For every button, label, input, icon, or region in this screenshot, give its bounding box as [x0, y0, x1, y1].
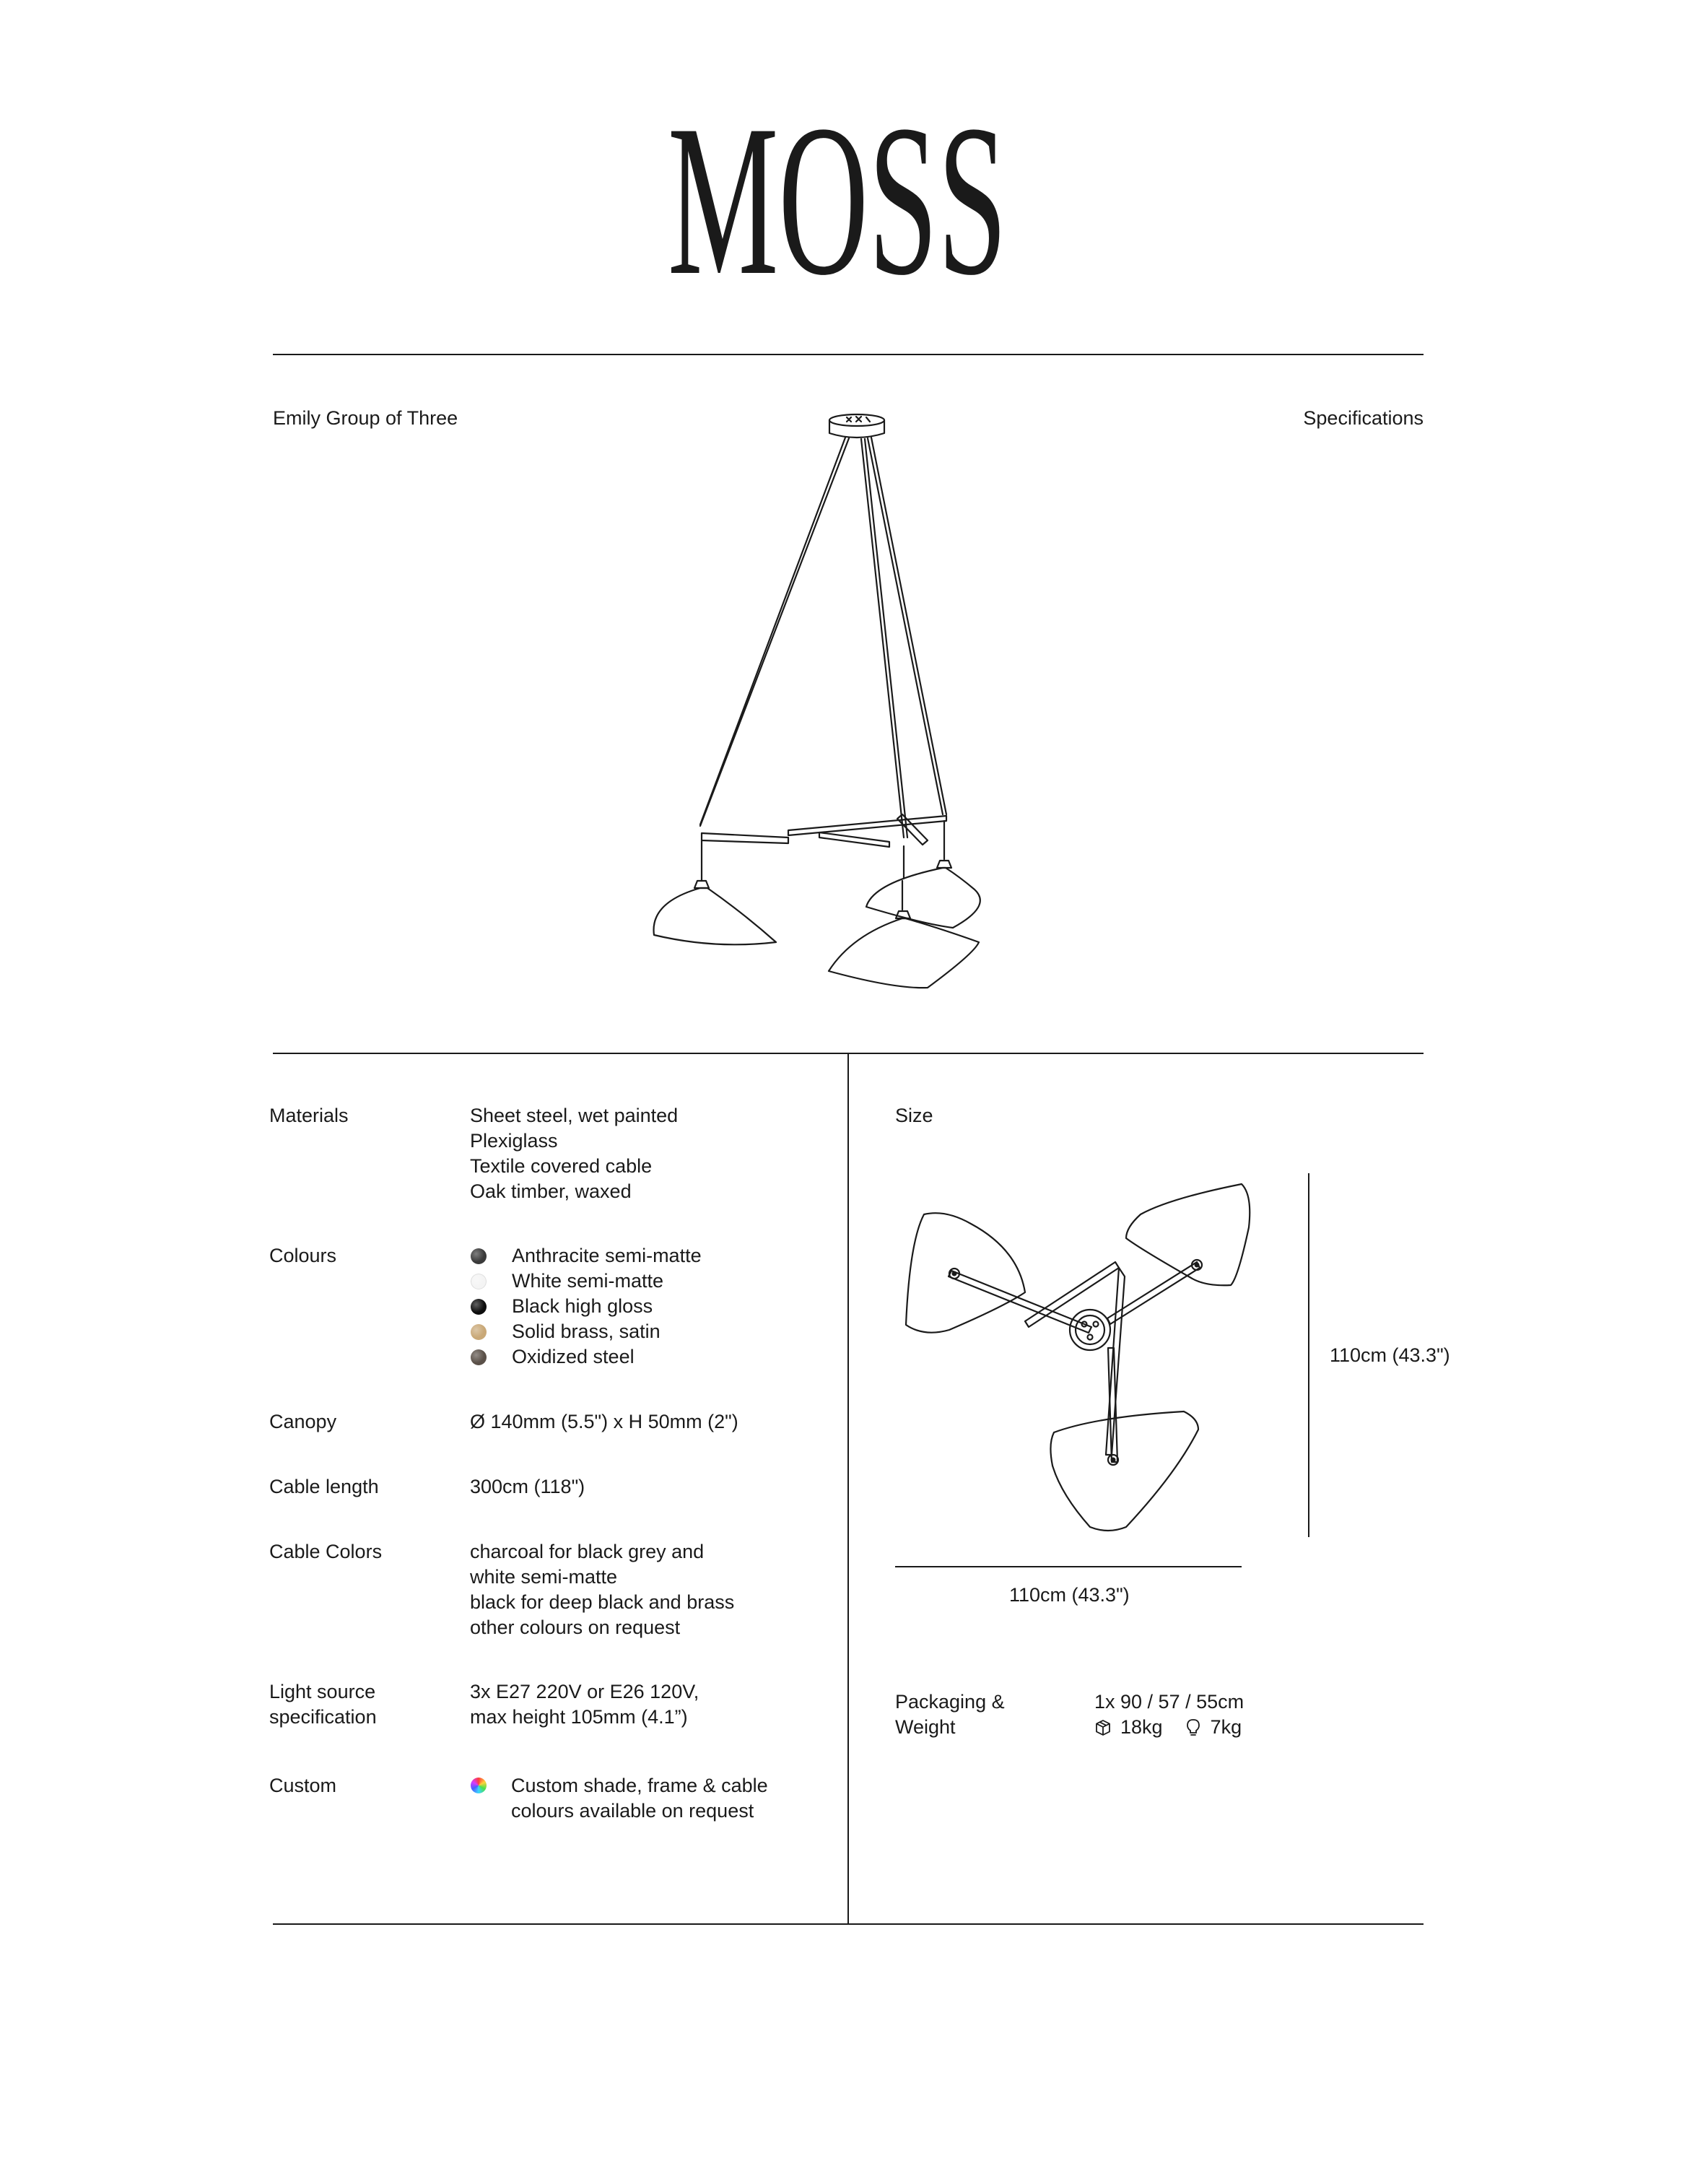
bulb-weight: 7kg — [1210, 1716, 1242, 1738]
materials-line: Oak timber, waxed — [470, 1180, 632, 1202]
materials-line: Plexiglass — [470, 1130, 558, 1152]
box-weight: 18kg — [1120, 1716, 1163, 1738]
light-source-label-line: Light source — [269, 1681, 376, 1702]
colour-name: Oxidized steel — [512, 1346, 635, 1367]
packaging-weights — [1094, 1715, 1244, 1740]
colour-name: Anthracite semi-matte — [512, 1245, 702, 1266]
colour-swatch-icon — [471, 1349, 487, 1365]
height-dimension-label: 110cm (43.3") — [1330, 1344, 1450, 1366]
colour-option — [471, 1294, 702, 1319]
colour-swatch-icon — [471, 1324, 487, 1340]
colour-swatch-icon — [471, 1248, 487, 1264]
light-source-label — [269, 1679, 377, 1730]
materials-line: Textile covered cable — [470, 1155, 653, 1177]
color-wheel-icon — [471, 1778, 487, 1793]
width-dimension-label: 110cm (43.3") — [1009, 1584, 1130, 1606]
colour-name: Black high gloss — [512, 1295, 653, 1317]
packaging-value — [1094, 1689, 1244, 1740]
top-view-diagram — [895, 1170, 1256, 1545]
colour-option — [471, 1319, 702, 1344]
materials-label: Materials — [269, 1105, 349, 1126]
colour-option — [471, 1243, 702, 1269]
bulb-icon — [1185, 1718, 1202, 1737]
cable-colors-line: black for deep black and brass — [470, 1591, 735, 1613]
colour-swatch-icon — [471, 1299, 487, 1315]
materials-line: Sheet steel, wet painted — [470, 1105, 679, 1126]
size-label: Size — [895, 1105, 933, 1126]
pendant-lamp-illustration — [635, 404, 1039, 1011]
colours-list — [471, 1243, 702, 1370]
canopy-value: Ø 140mm (5.5") x H 50mm (2") — [470, 1411, 738, 1432]
cable-length-label: Cable length — [269, 1476, 379, 1497]
canopy-label: Canopy — [269, 1411, 337, 1432]
packaging-label-line: Weight — [895, 1716, 956, 1738]
cable-colors-line: white semi-matte — [470, 1566, 618, 1588]
colour-name: Solid brass, satin — [512, 1321, 661, 1342]
cable-colors-line: charcoal for black grey and — [470, 1541, 705, 1562]
moss-logo — [664, 80, 1011, 320]
light-source-line: 3x E27 220V or E26 120V, — [470, 1681, 699, 1702]
custom-value — [511, 1773, 768, 1824]
colour-swatch-icon — [471, 1274, 487, 1289]
custom-line: Custom shade, frame & cable — [511, 1775, 768, 1796]
header-rule — [273, 354, 1424, 355]
custom-label: Custom — [269, 1775, 337, 1796]
width-dimension-line — [895, 1566, 1242, 1567]
product-name: Emily Group of Three — [273, 407, 458, 429]
light-source-value — [470, 1679, 699, 1730]
section-title: Specifications — [1303, 407, 1424, 429]
light-source-label-line: specification — [269, 1706, 377, 1728]
column-divider — [847, 1053, 849, 1925]
packaging-label — [895, 1689, 1005, 1740]
colours-label: Colours — [269, 1245, 337, 1266]
box-icon — [1094, 1719, 1112, 1736]
packaging-label-line: Packaging & — [895, 1691, 1005, 1713]
logo-text: MOSS — [668, 80, 1007, 320]
materials-list — [470, 1103, 678, 1204]
colour-option — [471, 1344, 702, 1370]
packaging-dimensions: 1x 90 / 57 / 55cm — [1094, 1691, 1244, 1713]
cable-length-value: 300cm (118") — [470, 1476, 585, 1497]
cable-colors-label: Cable Colors — [269, 1541, 383, 1562]
cable-colors-list — [470, 1539, 734, 1640]
height-dimension-line — [1308, 1173, 1309, 1537]
custom-line: colours available on request — [511, 1800, 754, 1822]
colour-option — [471, 1269, 702, 1294]
light-source-line: max height 105mm (4.1”) — [470, 1706, 688, 1728]
cable-colors-line: other colours on request — [470, 1617, 681, 1638]
colour-name: White semi-matte — [512, 1270, 664, 1292]
